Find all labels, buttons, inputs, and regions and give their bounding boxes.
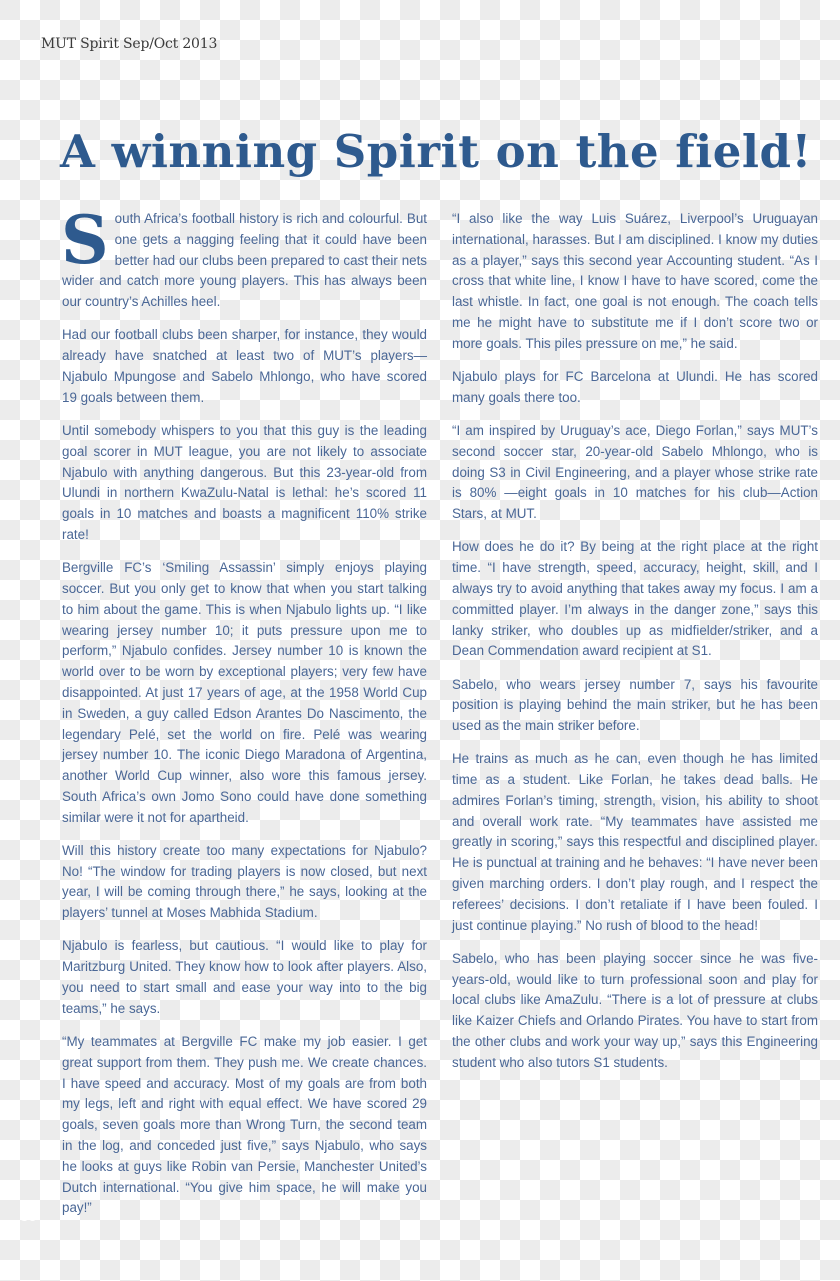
article-paragraph: How does he do it? By being at the right place at the right time. “I have strength, speed, accuracy, height, skill, and I always try to avoid anything that takes away my focus. I am a committed player. I’m always in the danger zone,” says this lanky striker, who doubles up as midfielder/striker, and a Dean Commendation award recipient at S1. — [452, 539, 818, 659]
left-column — [61, 201, 427, 1232]
article-paragraph: Had our football clubs been sharper, for instance, they would already have snatched at least two of MUT’s players—Njabulo Mpungose and Sabelo Mhlongo, who have scored 19 goals between them. — [62, 327, 427, 405]
article-paragraph: Sabelo, who wears jersey number 7, says his favourite position is playing behind the main striker, but he has been used as the main striker before. — [452, 676, 818, 734]
article-paragraph: Will this history create too many expectations for Njabulo? No! “The window for trading players is now closed, but next year, I will be coming through there,” he says, looking at the players’ tunnel at Moses Mabhida Stadium. — [62, 842, 427, 921]
right-column — [452, 209, 818, 1086]
paragraph-text: outh Africa’s football history is rich and colourful. But one gets a nagging feeling that it could have been better had our clubs been prepared to cast their nets wider and catch more young players. This has always been our country’s Achilles heel. — [62, 211, 427, 310]
article-paragraph: Bergville FC’s ‘Smiling Assassin’ simply enjoys playing soccer. But you only get to know that when you start talking to him about the game. This is when Njabulo lights up. “I like wearing jersey number 10; it puts pressure upon me to perform,” Njabulo confides. Jersey number 10 is known the world over to be worn by exceptional players; very few have disappointed. At just 17 years of age, at the 1958 World Cup in Sweden, a guy called Edson Arantes Do Nascimento, the legendary Pelé, set the world on fire. Pelé was wearing jersey number 10. The iconic Diego Maradona of Argentina, another World Cup winner, also wore this famous jersey. South Africa’s own Jomo Sono could have done something similar were it not for apartheid. — [62, 560, 427, 825]
article-paragraph: Sabelo, who has been playing soccer since he was five-years-old, would like to turn professional soon and play for local clubs like AmaZulu. “There is a lot of pressure at clubs like Kaizer Chiefs and Orlando Pirates. You have to start from the other clubs and work your way up,” says this Engineering student who also tutors S1 students. — [452, 950, 818, 1070]
article-paragraph: Njabulo is fearless, but cautious. “I would like to play for Maritzburg United. They know how to look after players. Also, you need to start small and ease your way into to the big teams,” he says. — [62, 938, 427, 1016]
running-head: MUT Spirit Sep/Oct 2013 — [41, 36, 218, 52]
dropcap: S — [61, 201, 109, 279]
article-paragraph: “I also like the way Luis Suárez, Liverpool’s Uruguayan international, harasses. But I am disciplined. I know my duties as a player,” says this second year Accounting student. “As I cross that white line, I know I have to have scored, come the last whistle. In fact, one goal is not enough. The coach tells me he might have to substitute me if I don’t score two or more goals. This piles pressure on me,” he said. — [452, 211, 818, 351]
article-paragraph: “My teammates at Bergville FC make my job easier. I get great support from them. They push me. We create chances. I have speed and accuracy. Most of my goals are from both my legs, left and right with equal effect. We have scored 29 goals, seven goals more than Wrong Turn, the second team in the log, and conceded just five,” says Njabulo, who says he looks at guys like Robin van Persie, Manchester United’s Dutch international. “You give him space, he will make you pay!” — [62, 1034, 427, 1216]
article-paragraph: Njabulo plays for FC Barcelona at Ulundi. He has scored many goals there too. — [452, 368, 818, 405]
article-paragraph: Until somebody whispers to you that this guy is the leading goal scorer in MUT league, you are not likely to associate Njabulo with anything dangerous. But this 23-year-old from Ulundi in northern KwaZulu-Natal is lethal: he’s scored 11 goals in 10 matches and boasts a magnificent 110% strike rate! — [62, 422, 427, 542]
page-number: 30 — [20, 1208, 37, 1225]
article-title: A winning Spirit on the field! — [60, 125, 812, 178]
article-paragraph: “I am inspired by Uruguay’s ace, Diego Forlan,” says MUT’s second soccer star, 20-year-old Sabelo Mhlongo, who is doing S3 in Civil Engineering, and a player whose strike rate is 80% —eight goals in 10 matches for his club—Action Stars, at MUT. — [452, 422, 818, 522]
article-paragraph: He trains as much as he can, even though he has limited time as a student. Like Forlan, he takes dead balls. He admires Forlan’s timing, strength, vision, his ability to shoot and overall work rate. “My teammates have assisted me greatly in scoring,” says this respectful and disciplined player. He is punctual at training and he behaves: “I have never been given marching orders. I don’t play rough, and I respect the referees’ decisions. I don’t retaliate if I have been fouled. I just continue playing.” No rush of blood to the head! — [452, 751, 818, 933]
article-paragraph — [61, 201, 427, 313]
